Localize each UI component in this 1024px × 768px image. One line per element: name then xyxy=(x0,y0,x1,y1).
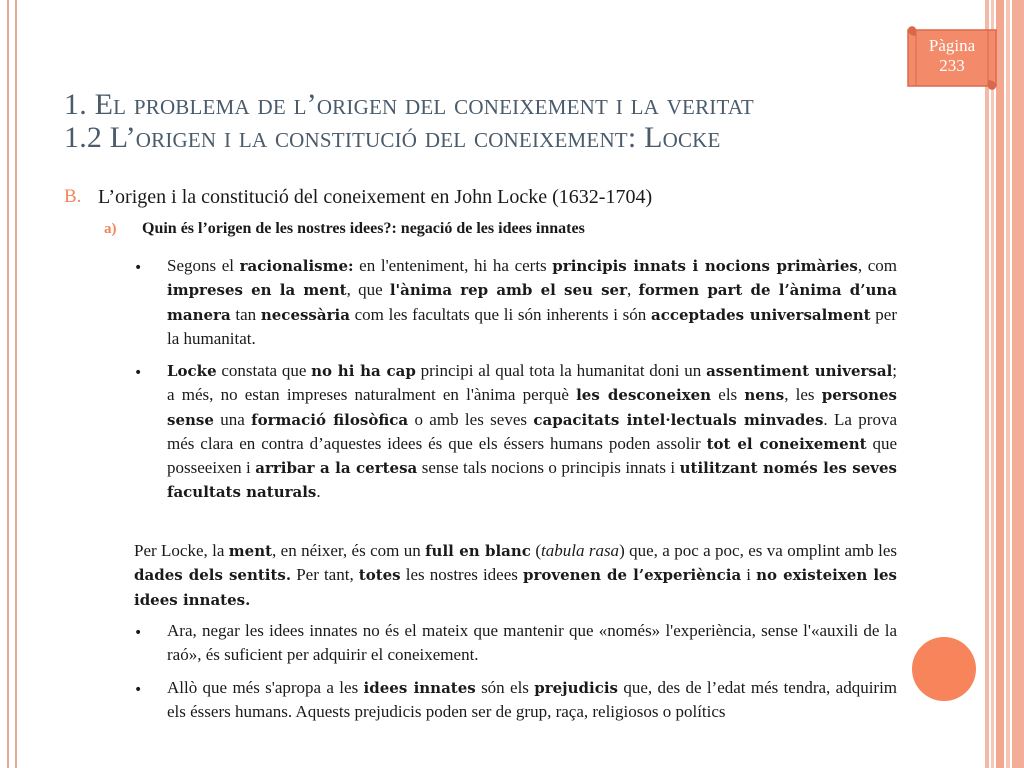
left-border-line-2 xyxy=(15,0,17,768)
slide-title xyxy=(64,88,904,154)
title-line-2: 1.2 L’origen i la constitució del coneixement: Locke xyxy=(64,121,721,154)
paragraph-prejudicis: Allò que més s'apropa a les idees innates són els prejudicis que, des de l’edat més tendra, adquirim els éssers humans. Aquests prejudicis poden ser de grup, raça, religiosos o polítics xyxy=(167,678,898,722)
bullet-icon: • xyxy=(134,260,143,276)
subsection-text: Quin és l’origen de les nostres idees?: negació de les idees innates xyxy=(142,220,585,237)
subsection-heading xyxy=(104,220,904,242)
right-border-stripe-2 xyxy=(991,0,994,768)
page-label xyxy=(904,36,1000,76)
page-label-word: Pàgina xyxy=(928,36,976,55)
section-heading xyxy=(64,186,904,210)
right-border-stripe-5 xyxy=(1012,0,1024,768)
bullet-icon: • xyxy=(134,365,143,381)
paragraph-locke-constata: Locke constata que no hi ha cap principi al qual tota la humanitat doni un assentiment universal; a més, no estan impreses naturalment en l'ànima perquè les desconeixen els nens, les persones sense una formació filosòfica o amb les seves capacitats intel·lectuals minvades. La prova més clara en contra d’aquestes idees és que els éssers humans poden assolir tot el coneixement que posseeixen i arribar a la certesa sense tals nocions o principis innats i utilitzant només les seves facultats naturals. xyxy=(167,361,897,502)
right-border-stripe-1 xyxy=(985,0,989,768)
bullet-icon: • xyxy=(134,625,143,641)
bullet-icon: • xyxy=(134,682,143,698)
paragraph-racionalisme: Segons el racionalisme: en l'enteniment, hi ha certs principis innats i nocions primàries, com impreses en la ment, que l'ànima rep amb el seu ser, formen part de l’ànima d’una manera tan necessària com les facultats que li són inherents i són acceptades universalment per la humanitat. xyxy=(167,256,898,348)
title-line-1: 1. El problema de l’origen del coneixement i la veritat xyxy=(64,88,754,121)
right-border-stripe-3 xyxy=(996,0,1004,768)
subsection-marker: a) xyxy=(104,221,117,237)
right-border-stripe-4 xyxy=(1006,0,1010,768)
section-text: L’origen i la constitució del coneixement en John Locke (1632-1704) xyxy=(98,186,653,208)
decorative-circle xyxy=(912,637,976,701)
section-marker: B. xyxy=(64,186,82,207)
page-number-badge xyxy=(904,24,1000,92)
page-number: 233 xyxy=(939,56,965,75)
paragraph-negar-idees: Ara, negar les idees innates no és el mateix que mantenir que «només» l'experiència, sense l'«auxili de la raó», és suficient per adquirir el coneixement. xyxy=(167,621,897,665)
paragraph-tabula-rasa: Per Locke, la ment, en néixer, és com un full en blanc (tabula rasa) que, a poc a poc, es va omplint amb les dades dels sentits. Per tant, totes les nostres idees provenen de l’experiència i no existeixen les idees innates. xyxy=(134,541,898,609)
left-border-line-1 xyxy=(7,0,9,768)
